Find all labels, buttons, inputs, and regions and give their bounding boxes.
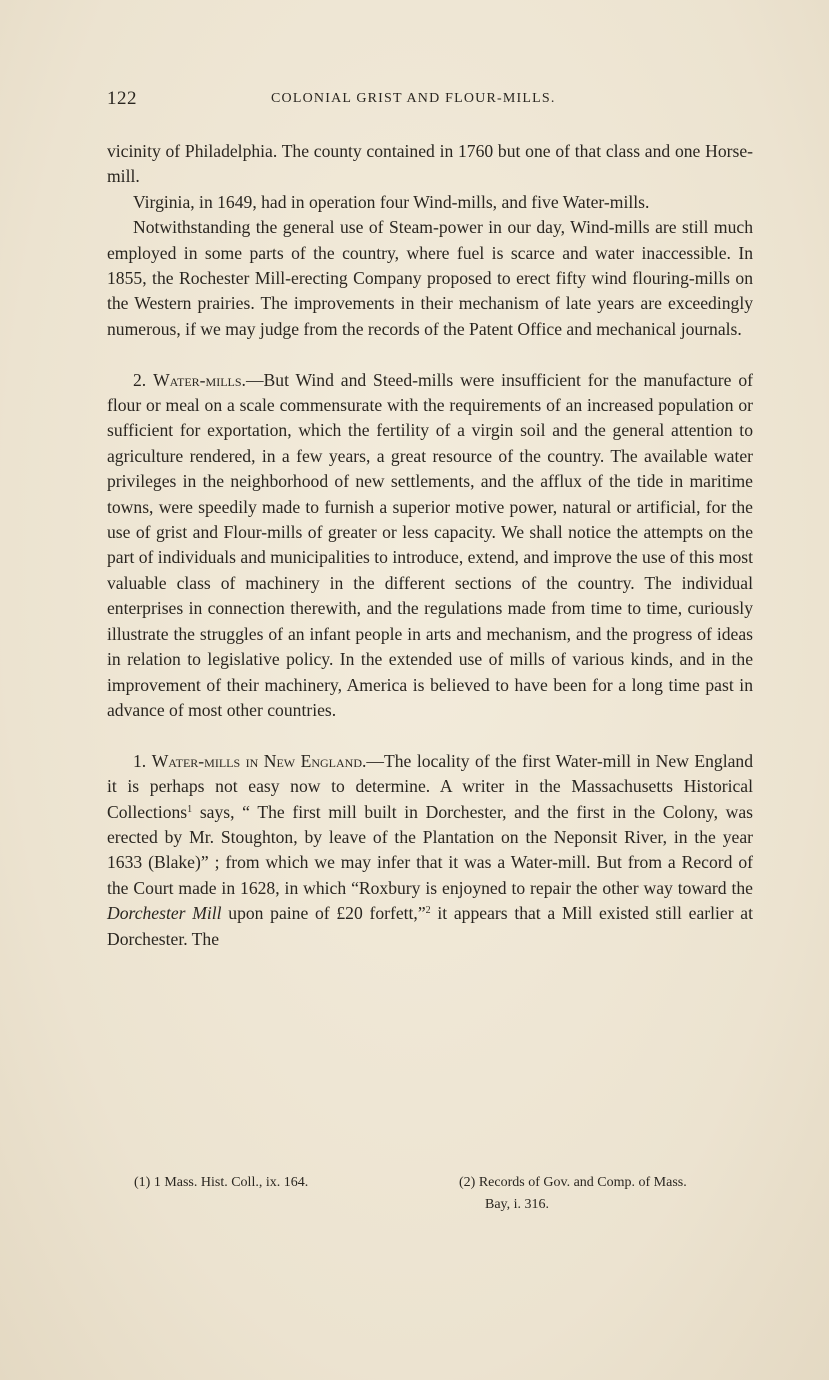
footnote-1: (1) 1 Mass. Hist. Coll., ix. 164. — [134, 1175, 309, 1190]
section-text: —The locality of the first Water-mill in New England it is perhaps not easy now to determine. A writer in the Massachusetts Historical Collections — [107, 750, 754, 822]
paragraph: vicinity of Philadelphia. The county contained in 1760 but one of that class and one Horse-mill. — [107, 141, 753, 187]
footnote-ref-1: 1 — [187, 803, 193, 815]
section-number: 2. — [133, 369, 147, 390]
body-text — [107, 139, 753, 952]
footnote-2-line-1: (2) Records of Gov. and Comp. of Mass. — [459, 1175, 687, 1190]
italic-text: Dorchester Mill — [107, 903, 222, 924]
section-text: says, “ The first mill built in Dorchester, and the first in the Colony, was erected by Mr. Stoughton, by leave of the Plantation on the Neponsit River, in the year 1633 (Blake)” ; from which we may infer that it was a Water-mill. But from a Record of the Court made in 1628, in which “Roxbury is enjoyned to repair the other way toward the — [107, 801, 753, 898]
footnote-ref-2: 2 — [425, 905, 431, 917]
footnote-2-line-2: Bay, i. 316. — [485, 1197, 550, 1212]
section-water-mills-new-england — [107, 749, 753, 952]
section-number: 1. — [133, 750, 147, 771]
page-number: 122 — [107, 88, 137, 109]
section-text: upon paine of £20 forfett,” — [221, 903, 426, 924]
section-text: —But Wind and Steed-mills were insufficient for the manufacture of flour or meal on a scale commensurate with the requirements of an increased population or sufficient for exportation, which the fertility of a virgin soil and the general attention to agriculture rendered, in a few years, a great resource of the country. The available water privileges in the neighborhood of new settlements, and the afflux of the tide in maritime towns, were speedily made to furnish a superior motive power, natural or artificial, for the use of grist and Flour-mills of greater or less capacity. We shall notice the attempts on the part of individuals and municipalities to introduce, extend, and improve the use of this most valuable class of machinery in the different sections of the country. The individual enterprises in connection therewith, and the regulations made from time to time, curiously illustrate the struggles of an infant people in arts and mechanism, and the progress of ideas in relation to legislative policy. In the extended use of mills of various kinds, and in the improvement of their machinery, America is believed to have been for a long time past in advance of most other countries. — [107, 369, 753, 720]
section-heading: Water-mills in New England. — [151, 750, 367, 771]
section-water-mills — [107, 368, 753, 724]
page-header — [107, 88, 753, 114]
running-head: COLONIAL GRIST AND FLOUR-MILLS. — [271, 91, 556, 106]
paragraph: Virginia, in 1649, had in operation four Wind-mills, and five Water-mills. — [133, 191, 650, 212]
footnote-2 — [459, 1172, 759, 1216]
section-text: it appears that a Mill existed still earlier at Dorchester. The — [107, 903, 753, 949]
section-heading: Water-mills. — [153, 369, 246, 390]
paragraph: Notwithstanding the general use of Steam-power in our day, Wind-mills are still much employed in some parts of the country, where fuel is scarce and water inaccessible. In 1855, the Rochester Mill-erecting Company proposed to erect fifty wind flouring-mills on the Western prairies. The improvements in their mechanism of late years are exceedingly numerous, if we may judge from the records of the Patent Office and mechanical journals. — [107, 217, 753, 339]
